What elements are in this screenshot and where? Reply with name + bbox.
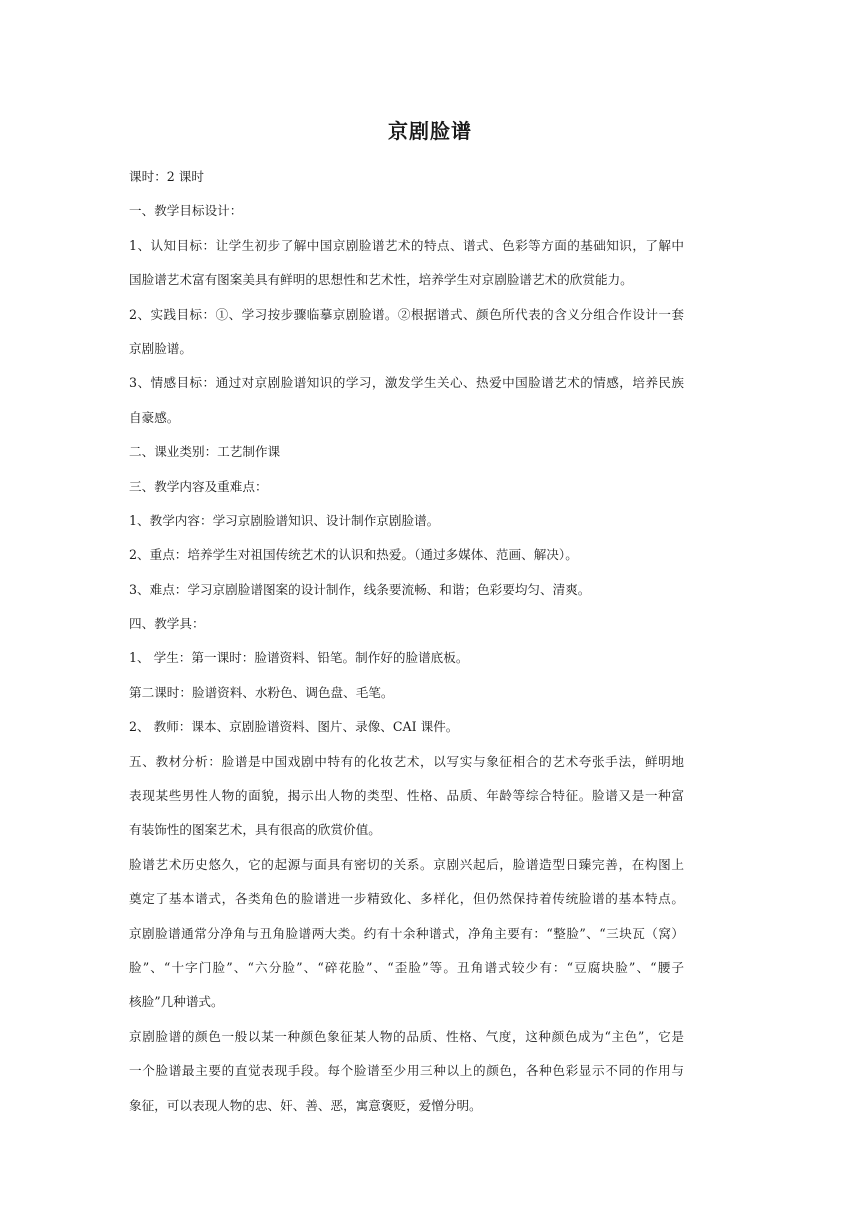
body-line: 课时：2 课时: [129, 169, 204, 184]
body-line: 1、 学生：第一课时：脸谱资料、铅笔。制作好的脸谱底板。: [129, 650, 469, 666]
body-line: 一、教学目标设计：: [129, 203, 243, 219]
body-line: 2、重点：培养学生对祖国传统艺术的认识和热爱。（通过多媒体、范画、解决）。: [129, 547, 578, 563]
body-line: 一个脸谱最主要的直觉表现手段。每个脸谱至少用三种以上的颜色，各种色彩显示不同的作用与: [129, 1063, 684, 1079]
body-line: 四、教学具：: [129, 616, 205, 632]
body-line: 奠定了基本谱式，各类角色的脸谱进一步精致化、多样化，但仍然保持着传统脸谱的基本特点。: [129, 891, 684, 907]
body-line: 自豪感。: [129, 409, 180, 425]
body-line: 京剧脸谱的颜色一般以某一种颜色象征某人物的品质、性格、气度，这种颜色成为“主色”，它是: [129, 1028, 684, 1044]
body-line: 二、课业类别：工艺制作课: [129, 444, 281, 460]
body-line: 京剧脸谱通常分净角与丑角脸谱两大类。约有十余种谱式，净角主要有：“整脸”、“三块瓦（窝）: [129, 925, 684, 941]
body-line: 五、教材分析：脸谱是中国戏剧中特有的化妆艺术，以写实与象征相合的艺术夸张手法，鲜明地: [129, 753, 684, 769]
body-line: 3、情感目标：通过对京剧脸谱知识的学习，激发学生关心、热爱中国脸谱艺术的情感，培养民族: [129, 375, 684, 391]
body-line: 2、 教师：课本、京剧脸谱资料、图片、录像、CAI 课件。: [129, 719, 459, 735]
body-line: 核脸”几种谱式。: [129, 994, 224, 1010]
body-line: 京剧脸谱。: [129, 340, 192, 356]
body-line: 2、实践目标：①、学习按步骤临摹京剧脸谱。②根据谱式、颜色所代表的含义分组合作设计一套: [129, 306, 684, 322]
body-line: 脸”、“十字门脸”、“六分脸”、“碎花脸”、“歪脸”等。丑角谱式较少有：“豆腐块脸”、“腰子: [129, 959, 684, 975]
body-line: 象征，可以表现人物的忠、奸、善、恶，寓意褒贬，爱憎分明。: [129, 1097, 482, 1113]
body-line: 3、难点：学习京剧脸谱图案的设计制作，线条要流畅、和谐；色彩要均匀、清爽。: [129, 581, 591, 597]
page-title: 京剧脸谱: [388, 119, 472, 143]
body-line: 1、认知目标：让学生初步了解中国京剧脸谱艺术的特点、谱式、色彩等方面的基础知识，了解中: [129, 237, 684, 253]
document-body: [129, 160, 684, 1123]
body-line: 表现某些男性人物的面貌，揭示出人物的类型、性格、品质、年龄等综合特征。脸谱又是一种富: [129, 788, 684, 804]
body-line: 脸谱艺术历史悠久，它的起源与面具有密切的关系。京剧兴起后，脸谱造型日臻完善，在构图上: [129, 856, 684, 872]
body-line: 三、教学内容及重难点：: [129, 478, 268, 494]
body-line: 有装饰性的图案艺术，具有很高的欣赏价值。: [129, 822, 381, 838]
body-line: 第二课时：脸谱资料、水粉色、调色盘、毛笔。: [129, 684, 394, 700]
body-line: 1、教学内容：学习京剧脸谱知识、设计制作京剧脸谱。: [129, 512, 440, 528]
body-line: 国脸谱艺术富有图案美具有鲜明的思想性和艺术性，培养学生对京剧脸谱艺术的欣赏能力。: [129, 272, 633, 288]
